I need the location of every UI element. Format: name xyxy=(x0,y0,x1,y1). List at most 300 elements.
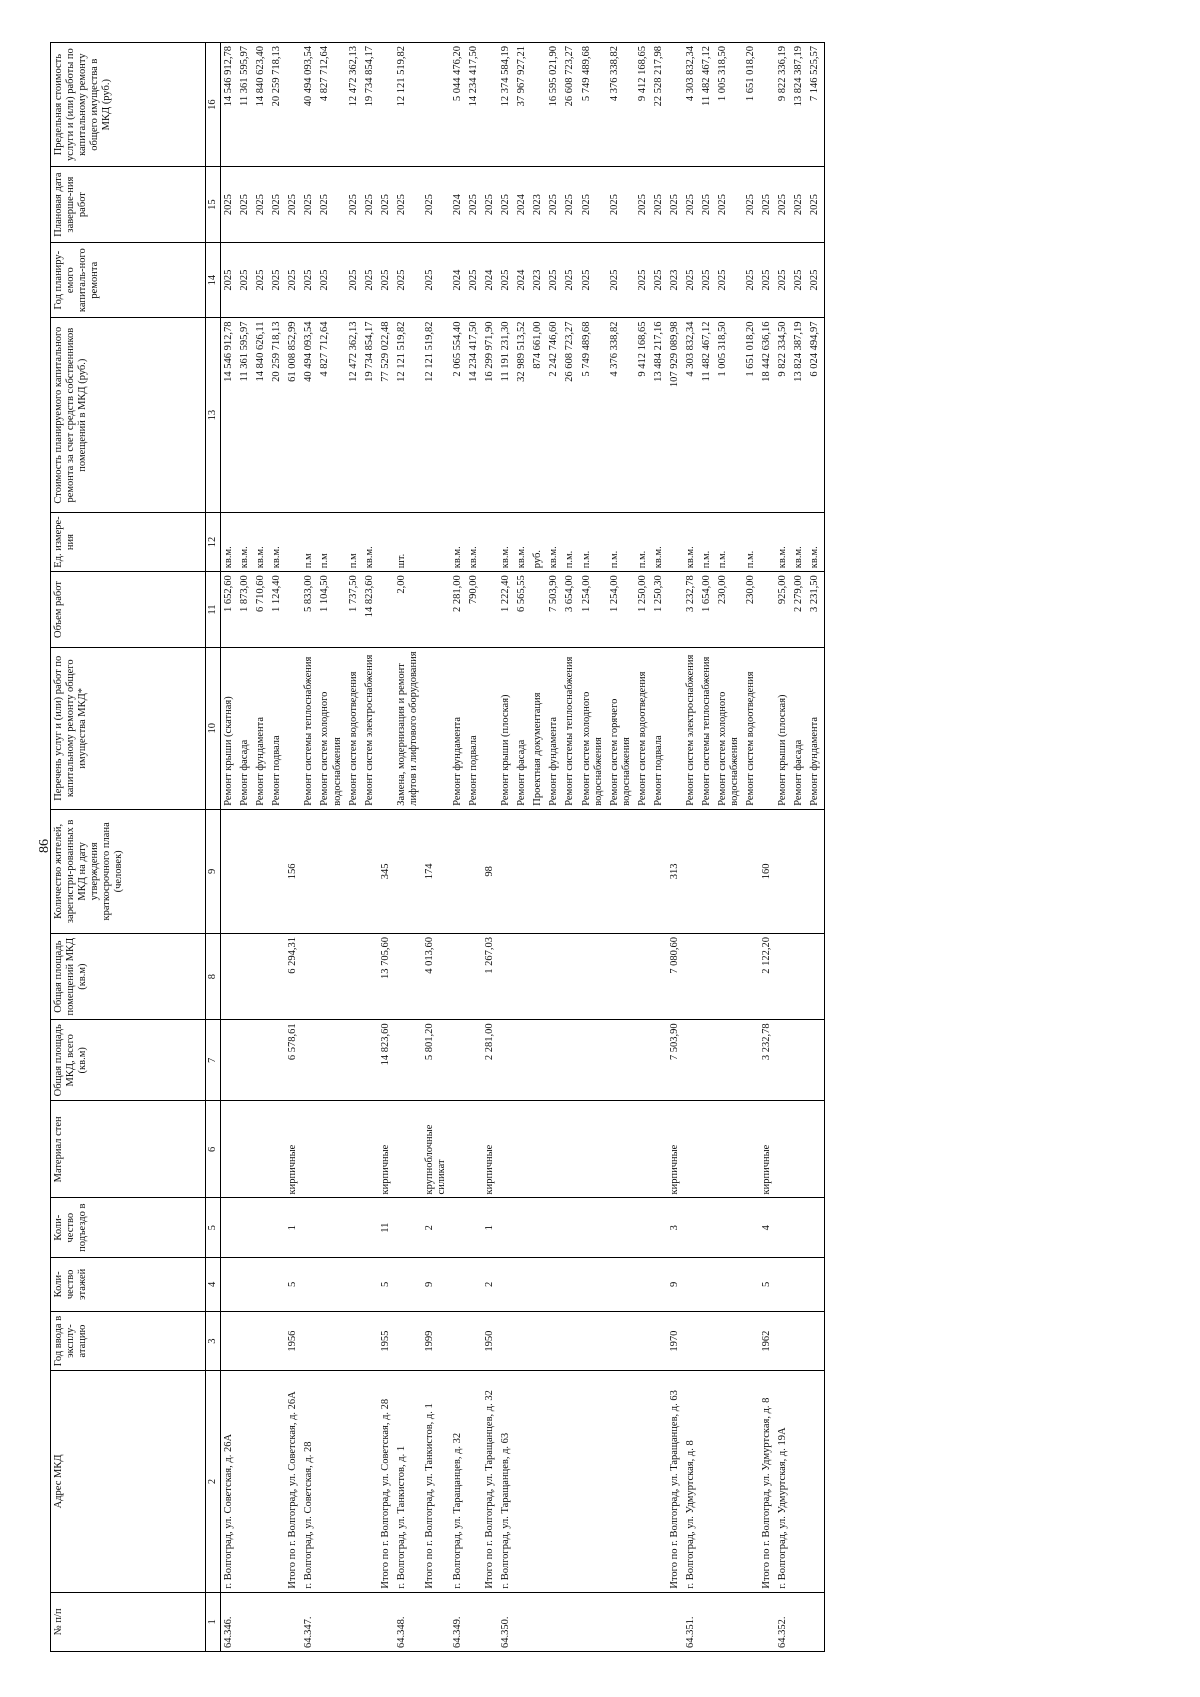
table-cell xyxy=(791,1020,807,1101)
table-cell xyxy=(546,1371,562,1592)
table-cell: 2025 xyxy=(394,167,422,243)
table-cell: 2025 xyxy=(579,242,607,318)
table-cell xyxy=(715,1371,743,1592)
table-cell: 2024 xyxy=(514,242,530,318)
table-cell: 4 013,60 xyxy=(422,933,450,1019)
table-cell: Проектная документация xyxy=(530,647,546,809)
table-cell: 11 482 467,12 xyxy=(699,318,715,512)
table-cell: 6 565,55 xyxy=(514,572,530,648)
table-cell xyxy=(807,1311,824,1370)
table-cell xyxy=(743,809,759,933)
table-cell: 1 005 318,50 xyxy=(715,43,743,167)
table-cell xyxy=(562,1101,578,1198)
table-cell xyxy=(651,933,667,1019)
table-cell: 2025 xyxy=(699,167,715,243)
table-cell: 61 008 852,99 xyxy=(285,318,301,512)
table-cell xyxy=(699,1257,715,1311)
table-cell: 2025 xyxy=(667,167,683,243)
table-cell: 2025 xyxy=(346,242,362,318)
table-cell: Ремонт системы теплоснабжения xyxy=(699,647,715,809)
table-cell xyxy=(530,1592,546,1651)
table-cell xyxy=(466,933,482,1019)
table-cell xyxy=(253,1371,269,1592)
table-cell xyxy=(253,933,269,1019)
table-cell: г. Волгоград, ул. Удмуртская, д. 8 xyxy=(683,1371,699,1592)
table-cell: кв.м. xyxy=(362,512,378,571)
column-number: 5 xyxy=(206,1198,221,1257)
table-cell xyxy=(546,1101,562,1198)
table-cell: 16 595 021,90 xyxy=(546,43,562,167)
table-cell xyxy=(221,809,238,933)
table-cell xyxy=(715,1198,743,1257)
table-cell: 1970 xyxy=(667,1311,683,1370)
table-cell xyxy=(317,1101,345,1198)
table-cell xyxy=(346,809,362,933)
table-cell xyxy=(498,933,514,1019)
table-cell xyxy=(651,1592,667,1651)
table-cell: Замена, модернизация и ремонт лифтов и лифтового оборудования xyxy=(394,647,422,809)
column-header: Коли-чество подъездо в xyxy=(51,1198,206,1257)
table-cell: 13 824 387,19 xyxy=(791,318,807,512)
table-cell: 2025 xyxy=(346,167,362,243)
table-row xyxy=(466,43,482,1652)
table-row xyxy=(362,43,378,1652)
column-number: 6 xyxy=(206,1101,221,1198)
table-cell xyxy=(301,1020,317,1101)
table-cell xyxy=(362,1198,378,1257)
table-cell: 12 121 519,82 xyxy=(394,43,422,167)
table-cell xyxy=(466,809,482,933)
table-cell xyxy=(807,1020,824,1101)
table-cell: 11 482 467,12 xyxy=(699,43,715,167)
table-cell: 2024 xyxy=(450,167,466,243)
table-cell: 2025 xyxy=(562,242,578,318)
table-cell xyxy=(450,933,466,1019)
table-cell: 64.351. xyxy=(683,1592,699,1651)
table-cell: п.м xyxy=(301,512,317,571)
table-cell: 3 232,78 xyxy=(683,572,699,648)
table-cell xyxy=(498,1198,514,1257)
table-cell xyxy=(514,1101,530,1198)
table-cell xyxy=(466,1101,482,1198)
table-cell: 2 281,00 xyxy=(450,572,466,648)
table-cell xyxy=(683,1257,699,1311)
table-cell: 2025 xyxy=(635,167,651,243)
column-number: 10 xyxy=(206,647,221,809)
table-cell xyxy=(346,1020,362,1101)
table-cell: Ремонт систем холодного водоснабжения xyxy=(579,647,607,809)
column-header: Ед. измере-ния xyxy=(51,512,206,571)
table-cell xyxy=(450,1020,466,1101)
table-cell: 2025 xyxy=(237,167,253,243)
table-cell xyxy=(378,647,394,809)
table-cell xyxy=(253,1020,269,1101)
table-row xyxy=(683,43,699,1652)
table-cell xyxy=(422,572,450,648)
table-cell xyxy=(715,1101,743,1198)
table-cell: 2025 xyxy=(269,167,285,243)
table-cell: кв.м. xyxy=(514,512,530,571)
table-cell: кирпичные xyxy=(482,1101,498,1198)
table-cell: Ремонт систем водоотведения xyxy=(635,647,651,809)
table-cell xyxy=(562,1257,578,1311)
table-cell: кирпичные xyxy=(378,1101,394,1198)
table-cell xyxy=(237,1257,253,1311)
table-cell xyxy=(667,572,683,648)
table-cell: 2025 xyxy=(651,242,667,318)
table-row xyxy=(759,43,775,1652)
table-cell: Ремонт фасада xyxy=(514,647,530,809)
table-cell: 1 652,60 xyxy=(221,572,238,648)
table-row xyxy=(607,43,635,1652)
table-cell xyxy=(546,1311,562,1370)
table-cell: Ремонт систем водоотведения xyxy=(346,647,362,809)
table-cell xyxy=(346,1101,362,1198)
table-cell: 12 121 519,82 xyxy=(422,318,450,512)
table-cell: 1 124,40 xyxy=(269,572,285,648)
table-cell: 2025 xyxy=(285,167,301,243)
table-cell: 4 303 832,34 xyxy=(683,318,699,512)
table-cell xyxy=(791,809,807,933)
table-cell xyxy=(715,1592,743,1651)
table-cell: 2025 xyxy=(546,167,562,243)
table-cell: 313 xyxy=(667,809,683,933)
table-cell xyxy=(221,1311,238,1370)
table-cell: кв.м. xyxy=(807,512,824,571)
table-cell: 13 705,60 xyxy=(378,933,394,1019)
table-cell: 2025 xyxy=(635,242,651,318)
table-cell xyxy=(743,1020,759,1101)
table-cell xyxy=(482,512,498,571)
table-cell xyxy=(546,1257,562,1311)
table-cell xyxy=(450,1257,466,1311)
table-cell: 1 254,00 xyxy=(579,572,607,648)
table-cell: 2025 xyxy=(807,167,824,243)
table-cell: кв.м. xyxy=(450,512,466,571)
table-cell: 2025 xyxy=(759,242,775,318)
table-cell: 64.347. xyxy=(301,1592,317,1651)
table-cell xyxy=(683,1198,699,1257)
table-cell: 2025 xyxy=(546,242,562,318)
table-cell: 20 259 718,13 xyxy=(269,43,285,167)
table-cell xyxy=(317,933,345,1019)
table-cell: 2025 xyxy=(498,167,514,243)
table-cell: 1 104,50 xyxy=(317,572,345,648)
column-number: 2 xyxy=(206,1371,221,1592)
table-cell xyxy=(579,1592,607,1651)
table-cell: 7 503,90 xyxy=(667,1020,683,1101)
table-cell: 9 412 168,65 xyxy=(635,43,651,167)
table-cell: 2025 xyxy=(317,167,345,243)
table-cell: 1 737,50 xyxy=(346,572,362,648)
table-cell: 4 303 832,34 xyxy=(683,43,699,167)
column-number: 14 xyxy=(206,242,221,318)
table-cell: 174 xyxy=(422,809,450,933)
table-cell xyxy=(562,1020,578,1101)
table-cell xyxy=(791,1198,807,1257)
table-cell: 5 749 489,68 xyxy=(579,43,607,167)
table-cell xyxy=(562,1311,578,1370)
table-cell: 5 xyxy=(285,1257,301,1311)
table-cell: 64.346. xyxy=(221,1592,238,1651)
table-cell: 2025 xyxy=(775,167,791,243)
table-cell: Ремонт систем холодного водоснабжения xyxy=(317,647,345,809)
table-cell xyxy=(759,572,775,648)
table-cell xyxy=(651,1311,667,1370)
table-cell: Итого по г. Волгоград, ул. Танкистов, д. 1 xyxy=(422,1371,450,1592)
table-cell xyxy=(715,809,743,933)
table-cell: 7 080,60 xyxy=(667,933,683,1019)
table-cell xyxy=(743,1257,759,1311)
table-cell: 2025 xyxy=(394,242,422,318)
table-cell xyxy=(530,572,546,648)
table-cell: 1 651 018,20 xyxy=(743,318,759,512)
column-header: Материал стен xyxy=(51,1101,206,1198)
table-cell: п.м. xyxy=(579,512,607,571)
table-cell: Ремонт систем водоотведения xyxy=(743,647,759,809)
table-cell: Ремонт подвала xyxy=(651,647,667,809)
table-cell xyxy=(530,933,546,1019)
table-cell xyxy=(807,1257,824,1311)
table-cell: кв.м. xyxy=(683,512,699,571)
table-cell xyxy=(579,1371,607,1592)
table-cell: 1 xyxy=(285,1198,301,1257)
table-cell xyxy=(482,1592,498,1651)
table-cell: 2025 xyxy=(743,167,759,243)
column-number: 4 xyxy=(206,1257,221,1311)
table-cell: 5 801,20 xyxy=(422,1020,450,1101)
table-cell xyxy=(635,1311,651,1370)
table-cell: 11 361 595,97 xyxy=(237,43,253,167)
table-row xyxy=(482,43,498,1652)
table-cell: кирпичные xyxy=(667,1101,683,1198)
table-cell: 2025 xyxy=(253,242,269,318)
table-cell: 4 376 338,82 xyxy=(607,43,635,167)
table-cell: 19 734 854,17 xyxy=(362,43,378,167)
table-cell: 2025 xyxy=(362,242,378,318)
table-cell: 1999 xyxy=(422,1311,450,1370)
capital-repair-table xyxy=(50,42,825,1652)
table-cell: 6 294,31 xyxy=(285,933,301,1019)
table-cell xyxy=(607,1198,635,1257)
table-cell xyxy=(807,809,824,933)
table-cell xyxy=(546,1592,562,1651)
table-row xyxy=(269,43,285,1652)
table-cell: п.м. xyxy=(699,512,715,571)
column-number: 13 xyxy=(206,318,221,512)
table-cell: 40 494 093,54 xyxy=(301,43,317,167)
table-cell: 2025 xyxy=(699,242,715,318)
table-cell xyxy=(450,809,466,933)
table-cell: Итого по г. Волгоград, ул. Таращанцев, д. 32 xyxy=(482,1371,498,1592)
table-cell: 160 xyxy=(759,809,775,933)
column-header: Перечень услуг и (или) работ по капитальному ремонту общего имущества МКД* xyxy=(51,647,206,809)
table-cell xyxy=(635,1257,651,1311)
table-cell xyxy=(651,1020,667,1101)
table-cell xyxy=(466,1592,482,1651)
table-cell xyxy=(607,809,635,933)
table-cell xyxy=(546,1020,562,1101)
table-cell xyxy=(237,933,253,1019)
table-cell: 40 494 093,54 xyxy=(301,318,317,512)
table-cell: кв.м. xyxy=(775,512,791,571)
rotated-page xyxy=(50,42,1130,1652)
table-row xyxy=(285,43,301,1652)
column-number: 3 xyxy=(206,1311,221,1370)
table-cell: г. Волгоград, ул. Удмуртская, д. 19А xyxy=(775,1371,791,1592)
table-cell: 4 827 712,64 xyxy=(317,43,345,167)
table-cell: Ремонт крыши (скатная) xyxy=(221,647,238,809)
column-header: Плановая дата заверше-ния работ xyxy=(51,167,206,243)
table-cell xyxy=(791,1311,807,1370)
table-cell: кв.м. xyxy=(269,512,285,571)
table-cell xyxy=(635,1101,651,1198)
table-cell: 925,00 xyxy=(775,572,791,648)
table-cell: руб. xyxy=(530,512,546,571)
table-cell: 1955 xyxy=(378,1311,394,1370)
table-cell xyxy=(317,1198,345,1257)
table-cell xyxy=(807,1371,824,1592)
table-cell xyxy=(699,809,715,933)
table-cell xyxy=(579,809,607,933)
table-cell: 5 833,00 xyxy=(301,572,317,648)
table-cell: 2025 xyxy=(221,242,238,318)
table-cell xyxy=(317,1020,345,1101)
table-cell: Ремонт систем электроснабжения xyxy=(362,647,378,809)
table-cell: 107 929 089,98 xyxy=(667,318,683,512)
table-cell: 16 299 971,90 xyxy=(482,318,498,512)
column-number: 1 xyxy=(206,1592,221,1651)
table-cell: кв.м. xyxy=(651,512,667,571)
table-cell xyxy=(422,1592,450,1651)
table-cell xyxy=(743,1592,759,1651)
table-cell: 230,00 xyxy=(743,572,759,648)
table-cell: 14 546 912,78 xyxy=(221,318,238,512)
column-number: 11 xyxy=(206,572,221,648)
table-cell xyxy=(635,1198,651,1257)
table-cell: 874 661,00 xyxy=(530,318,546,512)
table-cell xyxy=(269,1257,285,1311)
table-cell: 2025 xyxy=(775,242,791,318)
table-cell: кв.м. xyxy=(237,512,253,571)
table-cell: 5 xyxy=(759,1257,775,1311)
table-cell xyxy=(530,1311,546,1370)
table-cell: шт. xyxy=(394,512,422,571)
table-cell xyxy=(317,1257,345,1311)
table-cell xyxy=(683,933,699,1019)
table-cell: 2025 xyxy=(807,242,824,318)
table-cell: 3 231,50 xyxy=(807,572,824,648)
table-cell xyxy=(269,1101,285,1198)
table-cell xyxy=(450,1101,466,1198)
table-cell xyxy=(498,1020,514,1101)
table-cell xyxy=(346,1257,362,1311)
table-cell: 2025 xyxy=(579,167,607,243)
table-cell: п.м. xyxy=(562,512,578,571)
table-cell: 26 608 723,27 xyxy=(562,318,578,512)
table-cell: 2 122,20 xyxy=(759,933,775,1019)
table-row xyxy=(301,43,317,1652)
table-cell: кв.м. xyxy=(221,512,238,571)
table-row xyxy=(317,43,345,1652)
table-cell xyxy=(362,1311,378,1370)
table-cell xyxy=(743,1101,759,1198)
table-cell xyxy=(253,1311,269,1370)
table-cell: 77 529 022,48 xyxy=(378,318,394,512)
table-cell: 1 654,00 xyxy=(699,572,715,648)
table-cell xyxy=(317,809,345,933)
table-cell: Ремонт фасада xyxy=(237,647,253,809)
column-header: Предельная стоимость услуги и (или) работы по капитальному ремонту общего имущества в МКД (руб.) xyxy=(51,43,206,167)
table-cell: 2025 xyxy=(285,242,301,318)
table-cell: 2025 xyxy=(791,167,807,243)
table-cell xyxy=(346,1592,362,1651)
table-cell: 9 822 336,19 xyxy=(775,43,791,167)
table-cell xyxy=(759,647,775,809)
table-cell: 2023 xyxy=(530,242,546,318)
table-cell xyxy=(362,809,378,933)
table-cell: 2024 xyxy=(450,242,466,318)
table-cell: 1 250,30 xyxy=(651,572,667,648)
table-row xyxy=(530,43,546,1652)
table-cell: 2024 xyxy=(482,242,498,318)
table-cell xyxy=(775,1311,791,1370)
table-row xyxy=(546,43,562,1652)
table-cell: Ремонт крыши (плоская) xyxy=(775,647,791,809)
table-cell xyxy=(743,1198,759,1257)
table-cell xyxy=(699,1101,715,1198)
table-cell xyxy=(546,933,562,1019)
table-cell: кв.м. xyxy=(498,512,514,571)
table-cell xyxy=(378,1592,394,1651)
table-cell: 1 250,00 xyxy=(635,572,651,648)
table-cell: 230,00 xyxy=(715,572,743,648)
table-cell xyxy=(699,1592,715,1651)
table-row xyxy=(699,43,715,1652)
table-cell: п.м. xyxy=(635,512,651,571)
table-cell: 2025 xyxy=(715,167,743,243)
table-cell xyxy=(775,1198,791,1257)
table-cell xyxy=(775,1257,791,1311)
table-cell xyxy=(715,1311,743,1370)
table-cell xyxy=(237,1101,253,1198)
table-cell xyxy=(346,1198,362,1257)
table-cell xyxy=(301,809,317,933)
table-cell xyxy=(530,1101,546,1198)
table-cell xyxy=(530,1198,546,1257)
column-header: Общая площадь помещений МКД (кв.м) xyxy=(51,933,206,1019)
table-cell xyxy=(743,1371,759,1592)
table-cell xyxy=(607,1020,635,1101)
table-cell: 2025 xyxy=(482,167,498,243)
table-cell xyxy=(362,1371,378,1592)
table-cell xyxy=(346,1311,362,1370)
table-row xyxy=(667,43,683,1652)
table-cell: 2 279,00 xyxy=(791,572,807,648)
table-cell: 2023 xyxy=(530,167,546,243)
table-cell: 2025 xyxy=(301,242,317,318)
table-cell xyxy=(317,1311,345,1370)
table-cell xyxy=(514,1371,530,1592)
table-cell: кирпичные xyxy=(759,1101,775,1198)
table-cell xyxy=(285,1592,301,1651)
table-cell: 2025 xyxy=(378,242,394,318)
table-cell xyxy=(394,1198,422,1257)
table-cell xyxy=(667,1592,683,1651)
table-cell xyxy=(269,1371,285,1592)
table-cell xyxy=(285,647,301,809)
table-cell xyxy=(759,512,775,571)
